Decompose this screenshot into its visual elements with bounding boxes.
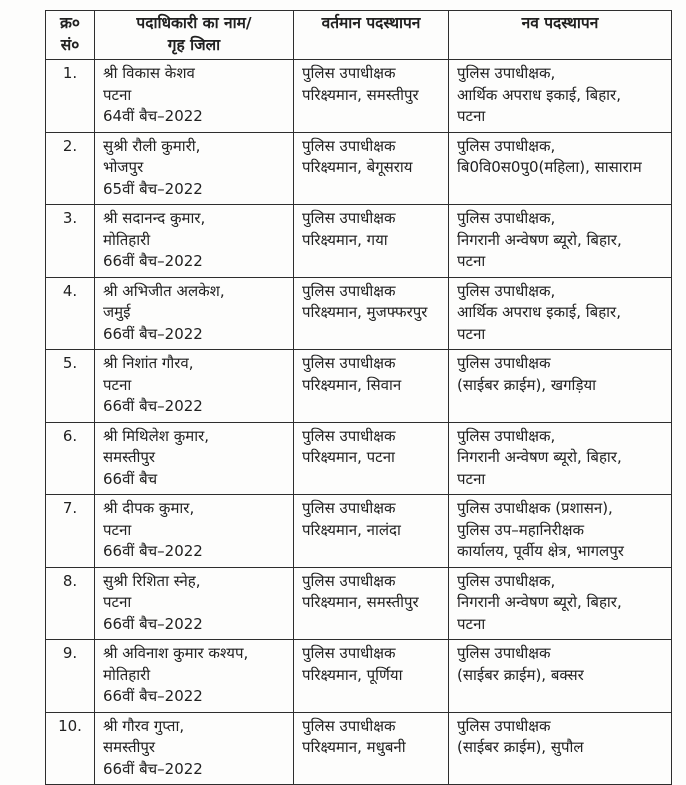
- current-posting-cell: [294, 567, 449, 640]
- cell-line: 65वीं बैच–2022: [103, 179, 203, 198]
- cell-line: (साईबर क्राईम), खगड़िया: [457, 375, 597, 394]
- cell-line: परिक्ष्यमान, पटना: [302, 448, 395, 466]
- cell-line: आर्थिक अपराध इकाई, बिहार,: [457, 85, 621, 104]
- new-posting-cell: [449, 422, 672, 495]
- cell-line: श्री अविनाश कुमार कश्यप,: [103, 644, 249, 662]
- cell-line: पुलिस उपाधीक्षक: [457, 716, 551, 735]
- header-new-posting: नव पदस्थापन: [449, 11, 672, 60]
- officer-name-cell: [95, 350, 294, 423]
- officer-name-cell: [95, 495, 294, 568]
- cell-line: पटना: [103, 85, 132, 104]
- cell-line: 66वीं बैच–2022: [103, 542, 203, 560]
- current-posting-cell: [294, 640, 449, 713]
- current-posting-cell: [294, 495, 449, 568]
- cell-line: मोतिहारी: [103, 665, 151, 684]
- serial-number-cell: 7.: [46, 495, 95, 568]
- cell-line: परिक्ष्यमान, समस्तीपुर: [302, 593, 419, 611]
- new-posting-cell: [449, 350, 672, 423]
- cell-line: मोतिहारी: [103, 230, 151, 249]
- cell-line: श्री दीपक कुमार,: [103, 499, 195, 517]
- cell-line: 66वीं बैच–2022: [103, 687, 203, 705]
- table-row: [46, 712, 672, 785]
- cell-line: कार्यालय, पूर्वीय क्षेत्र, भागलपुर: [457, 542, 624, 560]
- cell-line: 66वीं बैच–2022: [103, 759, 203, 778]
- cell-line: पटना: [457, 469, 486, 488]
- current-posting-cell: [294, 350, 449, 423]
- header-name-line1: पदाधिकारी का नाम/: [136, 14, 252, 32]
- cell-line: बि0वि0स0पु0(महिला), सासाराम: [457, 158, 642, 176]
- cell-line: पुलिस उपाधीक्षक: [302, 64, 396, 82]
- cell-line: श्री अभिजीत अलकेश,: [103, 281, 225, 300]
- cell-line: पुलिस उपाधीक्षक,: [457, 426, 556, 445]
- cell-line: (साईबर क्राईम), सुपौल: [457, 738, 584, 756]
- cell-line: सुश्री रौली कुमारी,: [103, 136, 201, 155]
- cell-line: भोजपुर: [103, 158, 144, 176]
- cell-line: पुलिस उपाधीक्षक: [302, 571, 396, 590]
- cell-line: जमुई: [103, 303, 131, 321]
- table-row: [46, 132, 672, 205]
- table-row: [46, 422, 672, 495]
- new-posting-cell: [449, 712, 672, 785]
- cell-line: सुश्री रिशिता स्नेह,: [103, 571, 201, 590]
- cell-line: समस्तीपुर: [103, 738, 156, 756]
- table-header: [46, 11, 672, 60]
- cell-line: निगरानी अन्वेषण ब्यूरो, बिहार,: [457, 448, 622, 466]
- cell-line: पटना: [103, 520, 132, 539]
- cell-line: पटना: [457, 107, 486, 125]
- cell-line: पुलिस उपाधीक्षक,: [457, 209, 556, 227]
- cell-line: पटना: [103, 593, 132, 611]
- cell-line: श्री मिथिलेश कुमार,: [103, 426, 210, 445]
- cell-line: पटना: [457, 614, 486, 633]
- serial-number-cell: 8.: [46, 567, 95, 640]
- cell-line: परिक्ष्यमान, गया: [302, 230, 388, 249]
- cell-line: पुलिस उपाधीक्षक: [302, 644, 396, 662]
- officer-name-cell: [95, 132, 294, 205]
- cell-line: परिक्ष्यमान, नालंदा: [302, 520, 401, 539]
- serial-number-cell: 10.: [46, 712, 95, 785]
- cell-line: 66वीं बैच: [103, 469, 158, 488]
- cell-line: पुलिस उपाधीक्षक,: [457, 571, 556, 590]
- cell-line: पटना: [457, 252, 486, 270]
- transfer-table: [45, 10, 672, 785]
- cell-line: पुलिस उपाधीक्षक,: [457, 136, 556, 155]
- current-posting-cell: [294, 277, 449, 350]
- officer-name-cell: [95, 640, 294, 713]
- cell-line: समस्तीपुर: [103, 448, 156, 466]
- cell-line: पुलिस उपाधीक्षक (प्रशासन),: [457, 499, 613, 517]
- cell-line: पटना: [457, 324, 486, 343]
- serial-number-cell: 2.: [46, 132, 95, 205]
- cell-line: 66वीं बैच–2022: [103, 324, 203, 343]
- officer-name-cell: [95, 205, 294, 278]
- table-row: [46, 205, 672, 278]
- serial-number-cell: 9.: [46, 640, 95, 713]
- current-posting-cell: [294, 712, 449, 785]
- officer-name-cell: [95, 277, 294, 350]
- cell-line: श्री सदानन्द कुमार,: [103, 209, 206, 227]
- cell-line: पुलिस उप–महानिरीक्षक: [457, 520, 585, 539]
- header-current-posting: वर्तमान पदस्थापन: [294, 11, 449, 60]
- officer-name-cell: [95, 712, 294, 785]
- cell-line: 66वीं बैच–2022: [103, 614, 203, 633]
- cell-line: श्री विकास केशव: [103, 64, 195, 82]
- serial-number-cell: 6.: [46, 422, 95, 495]
- cell-line: पुलिस उपाधीक्षक: [302, 426, 396, 445]
- table-row: [46, 350, 672, 423]
- new-posting-cell: [449, 495, 672, 568]
- new-posting-cell: [449, 60, 672, 133]
- cell-line: पुलिस उपाधीक्षक: [302, 281, 396, 300]
- new-posting-cell: [449, 205, 672, 278]
- table-row: [46, 60, 672, 133]
- header-row: [46, 11, 672, 60]
- cell-line: 66वीं बैच–2022: [103, 397, 203, 415]
- table-row: [46, 277, 672, 350]
- cell-line: पुलिस उपाधीक्षक: [457, 354, 551, 372]
- serial-number-cell: 3.: [46, 205, 95, 278]
- new-posting-cell: [449, 132, 672, 205]
- serial-number-cell: 1.: [46, 60, 95, 133]
- cell-line: निगरानी अन्वेषण ब्यूरो, बिहार,: [457, 230, 622, 249]
- cell-line: 66वीं बैच–2022: [103, 252, 203, 270]
- current-posting-cell: [294, 422, 449, 495]
- cell-line: पुलिस उपाधीक्षक: [302, 354, 396, 372]
- header-officer-name: [95, 11, 294, 60]
- table-row: [46, 640, 672, 713]
- cell-line: निगरानी अन्वेषण ब्यूरो, बिहार,: [457, 593, 622, 611]
- cell-line: 64वीं बैच–2022: [103, 107, 203, 125]
- cell-line: पुलिस उपाधीक्षक: [302, 209, 396, 227]
- cell-line: पुलिस उपाधीक्षक: [457, 644, 551, 662]
- cell-line: परिक्ष्यमान, समस्तीपुर: [302, 85, 419, 104]
- cell-line: पुलिस उपाधीक्षक: [302, 499, 396, 517]
- cell-line: पुलिस उपाधीक्षक: [302, 136, 396, 155]
- current-posting-cell: [294, 132, 449, 205]
- officer-name-cell: [95, 567, 294, 640]
- cell-line: पुलिस उपाधीक्षक,: [457, 64, 556, 82]
- table-row: [46, 495, 672, 568]
- new-posting-cell: [449, 567, 672, 640]
- header-serial-line1: क्र०: [60, 14, 80, 32]
- cell-line: (साईबर क्राईम), बक्सर: [457, 665, 584, 684]
- new-posting-cell: [449, 640, 672, 713]
- table-body: [46, 60, 672, 785]
- header-serial-line2: सं०: [60, 35, 80, 54]
- table-row: [46, 567, 672, 640]
- cell-line: श्री निशांत गौरव,: [103, 354, 194, 372]
- current-posting-cell: [294, 60, 449, 133]
- header-serial-number: [46, 11, 95, 60]
- cell-line: परिक्ष्यमान, पूर्णिया: [302, 665, 403, 684]
- cell-line: परिक्ष्यमान, बेगूसराय: [302, 158, 413, 176]
- officer-name-cell: [95, 60, 294, 133]
- officer-name-cell: [95, 422, 294, 495]
- cell-line: पुलिस उपाधीक्षक,: [457, 281, 556, 300]
- cell-line: पटना: [103, 375, 132, 394]
- cell-line: श्री गौरव गुप्ता,: [103, 716, 185, 735]
- cell-line: परिक्ष्यमान, सिवान: [302, 375, 402, 394]
- cell-line: आर्थिक अपराध इकाई, बिहार,: [457, 303, 621, 321]
- cell-line: परिक्ष्यमान, मुजफ्फरपुर: [302, 303, 428, 321]
- current-posting-cell: [294, 205, 449, 278]
- header-name-line2: गृह जिला: [167, 35, 221, 54]
- new-posting-cell: [449, 277, 672, 350]
- cell-line: परिक्ष्यमान, मधुबनी: [302, 738, 406, 756]
- serial-number-cell: 5.: [46, 350, 95, 423]
- cell-line: पुलिस उपाधीक्षक: [302, 716, 396, 735]
- serial-number-cell: 4.: [46, 277, 95, 350]
